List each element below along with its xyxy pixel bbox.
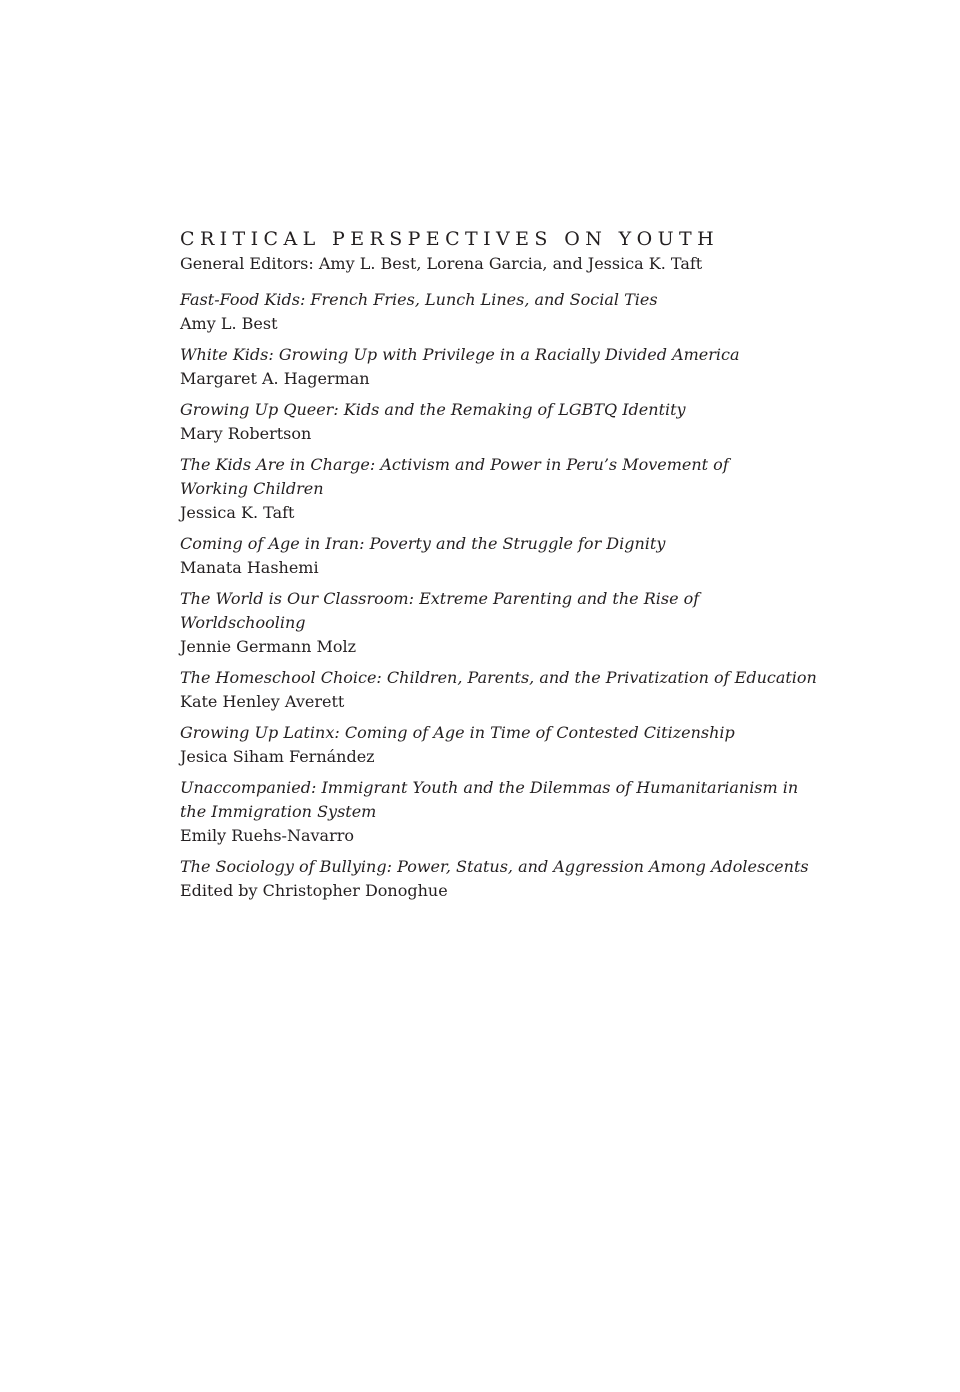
book-title-line: White Kids: Growing Up with Privilege in a Racially Divided America xyxy=(180,345,740,364)
book-entry xyxy=(180,343,820,391)
book-author: Kate Henley Averett xyxy=(180,692,345,711)
book-title xyxy=(180,343,820,367)
book-entry xyxy=(180,453,820,525)
book-title xyxy=(180,855,820,879)
book-author: Jesica Siham Fernández xyxy=(180,747,375,766)
book-title-line: Growing Up Latinx: Coming of Age in Time of Contested Citizenship xyxy=(180,723,735,742)
book-entry xyxy=(180,776,820,848)
book-title xyxy=(180,288,820,312)
book-author: Amy L. Best xyxy=(180,314,278,333)
book-title xyxy=(180,587,820,635)
book-title xyxy=(180,453,820,501)
book-author: Margaret A. Hagerman xyxy=(180,369,370,388)
book-entry xyxy=(180,587,820,659)
book-entry xyxy=(180,855,820,903)
book-entry xyxy=(180,666,820,714)
book-title xyxy=(180,398,820,422)
book-title xyxy=(180,776,820,824)
book-title-line: Working Children xyxy=(180,479,324,498)
book-title xyxy=(180,532,820,556)
book-author: Jessica K. Taft xyxy=(180,503,295,522)
series-title: CRITICAL PERSPECTIVES ON YOUTH xyxy=(180,228,720,250)
book-title-line: Growing Up Queer: Kids and the Remaking of LGBTQ Identity xyxy=(180,400,686,419)
book-title xyxy=(180,666,820,690)
book-title-line: Coming of Age in Iran: Poverty and the Struggle for Dignity xyxy=(180,534,666,553)
book-author: Manata Hashemi xyxy=(180,558,319,577)
book-title-line: Unaccompanied: Immigrant Youth and the Dilemmas of Humanitarianism in xyxy=(180,778,799,797)
book-title-line: The Sociology of Bullying: Power, Status, and Aggression Among Adolescents xyxy=(180,857,809,876)
book-title-line: Fast-Food Kids: French Fries, Lunch Lines, and Social Ties xyxy=(180,290,658,309)
book-list xyxy=(180,288,820,903)
general-editors: General Editors: Amy L. Best, Lorena Garcia, and Jessica K. Taft xyxy=(180,254,703,273)
book-title-line: The Kids Are in Charge: Activism and Power in Peru’s Movement of xyxy=(180,455,729,474)
book-author: Edited by Christopher Donoghue xyxy=(180,881,448,900)
book-author: Jennie Germann Molz xyxy=(180,637,357,656)
book-title-line: The World is Our Classroom: Extreme Parenting and the Rise of Worldschooling xyxy=(180,589,700,632)
book-entry xyxy=(180,398,820,446)
book-title xyxy=(180,721,820,745)
book-title-line: The Homeschool Choice: Children, Parents, and the Privatization of Education xyxy=(180,668,817,687)
book-entry xyxy=(180,721,820,769)
book-entry xyxy=(180,532,820,580)
series-page xyxy=(180,226,820,910)
book-author: Emily Ruehs-Navarro xyxy=(180,826,354,845)
book-entry xyxy=(180,288,820,336)
book-author: Mary Robertson xyxy=(180,424,312,443)
book-title-line: the Immigration System xyxy=(180,802,377,821)
